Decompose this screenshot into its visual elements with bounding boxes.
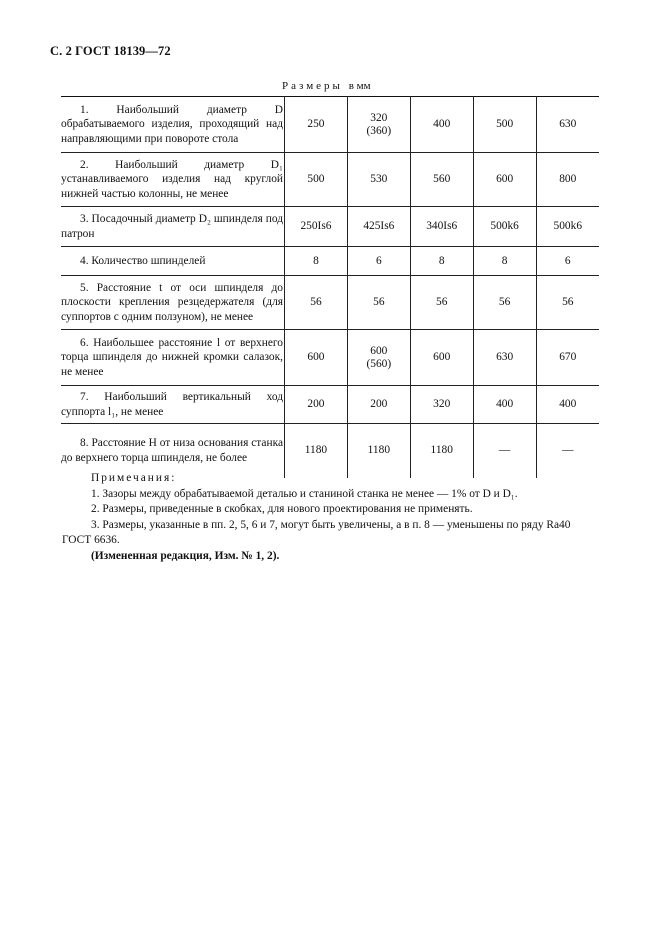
row-parameter-text: 5. Расстояние t от оси шпинделя до плоскости крепления резцедержателя (для суппортов с одним ползуном), не менее bbox=[61, 281, 283, 323]
dimensions-table bbox=[61, 96, 599, 478]
row-value: 800 bbox=[536, 153, 599, 207]
row-value: 320 bbox=[410, 386, 473, 424]
table-row bbox=[61, 247, 599, 276]
row-value: 56 bbox=[410, 276, 473, 330]
row-value: 500 bbox=[473, 97, 536, 153]
row-value: 630 bbox=[473, 330, 536, 386]
note-item: 3. Размеры, указанные в пп. 2, 5, 6 и 7, могут быть увеличены, а в п. 8 — уменьшены по ряду Ra40 bbox=[91, 518, 571, 531]
table-row bbox=[61, 424, 599, 478]
row-parameter-text: 1. Наибольший диаметр D обрабатываемого изделия, проходящий над направляющими при повороте стола bbox=[61, 103, 283, 145]
table-row bbox=[61, 276, 599, 330]
row-parameter bbox=[61, 153, 285, 207]
row-parameter bbox=[61, 386, 285, 424]
row-parameter bbox=[61, 330, 285, 386]
row-parameter bbox=[61, 97, 285, 153]
row-value: 500k6 bbox=[473, 207, 536, 247]
row-parameter bbox=[61, 424, 285, 478]
table-row bbox=[61, 97, 599, 153]
row-value: 500 bbox=[285, 153, 348, 207]
units-caption bbox=[282, 80, 371, 92]
row-value: 600 bbox=[410, 330, 473, 386]
row-value: 200 bbox=[347, 386, 410, 424]
row-value: 250 bbox=[285, 97, 348, 153]
row-value: 250Is6 bbox=[285, 207, 348, 247]
row-value: 56 bbox=[285, 276, 348, 330]
row-parameter bbox=[61, 276, 285, 330]
row-parameter bbox=[61, 207, 285, 247]
row-value: 630 bbox=[536, 97, 599, 153]
units-unit: в мм bbox=[348, 80, 371, 92]
row-value: 1180 bbox=[347, 424, 410, 478]
table-row bbox=[61, 386, 599, 424]
row-value: 56 bbox=[473, 276, 536, 330]
row-value: 6 bbox=[536, 247, 599, 276]
row-parameter-text: 3. Посадочный диаметр D₂ шпинделя под патрон bbox=[61, 213, 283, 240]
row-value: 425Is6 bbox=[347, 207, 410, 247]
row-value: 1180 bbox=[410, 424, 473, 478]
edition-note: (Измененная редакция, Изм. № 1, 2). bbox=[91, 549, 280, 562]
note-item: 2. Размеры, приведенные в скобках, для нового проектирования не применять. bbox=[91, 503, 473, 515]
row-value: 400 bbox=[410, 97, 473, 153]
row-value: 340Is6 bbox=[410, 207, 473, 247]
row-parameter-text: 2. Наибольший диаметр D₁ устанавливаемого изделия над круглой нижней частью колонны, не менее bbox=[61, 158, 283, 200]
note-item: 1. Зазоры между обрабатываемой деталью и станиной станка не менее — 1% от D и D₁. bbox=[91, 487, 518, 500]
row-value: 670 bbox=[536, 330, 599, 386]
notes-heading: Примечания: bbox=[91, 472, 177, 484]
row-value: 600 (560) bbox=[347, 330, 410, 386]
table-row bbox=[61, 207, 599, 247]
row-value: 8 bbox=[285, 247, 348, 276]
row-value: 530 bbox=[347, 153, 410, 207]
row-value: 600 bbox=[285, 330, 348, 386]
table-row bbox=[61, 330, 599, 386]
row-value: 1180 bbox=[285, 424, 348, 478]
row-value: 6 bbox=[347, 247, 410, 276]
row-value: 8 bbox=[410, 247, 473, 276]
page-header: С. 2 ГОСТ 18139—72 bbox=[50, 44, 171, 58]
row-value: 200 bbox=[285, 386, 348, 424]
row-parameter-text: 6. Наибольшее расстояние l от верхнего торца шпинделя до нижней кромки салазок, не менее bbox=[61, 336, 283, 378]
row-value: 400 bbox=[536, 386, 599, 424]
row-value: 56 bbox=[536, 276, 599, 330]
notes-block bbox=[62, 471, 606, 564]
row-parameter bbox=[61, 247, 285, 276]
row-value: 8 bbox=[473, 247, 536, 276]
row-parameter-text: 7. Наибольший вертикальный ход суппорта l₁, не менее bbox=[61, 391, 283, 418]
row-value: 500k6 bbox=[536, 207, 599, 247]
row-parameter-text: 8. Расстояние H от низа основания станка до верхнего торца шпинделя, не более bbox=[61, 437, 283, 464]
row-value: — bbox=[473, 424, 536, 478]
row-parameter-text: 4. Количество шпинделей bbox=[80, 254, 206, 267]
row-value: — bbox=[536, 424, 599, 478]
row-value: 560 bbox=[410, 153, 473, 207]
units-label: Размеры bbox=[282, 80, 343, 92]
row-value: 320 (360) bbox=[347, 97, 410, 153]
row-value: 56 bbox=[347, 276, 410, 330]
row-value: 400 bbox=[473, 386, 536, 424]
note-continuation: ГОСТ 6636. bbox=[62, 534, 120, 546]
row-value: 600 bbox=[473, 153, 536, 207]
table-row bbox=[61, 153, 599, 207]
